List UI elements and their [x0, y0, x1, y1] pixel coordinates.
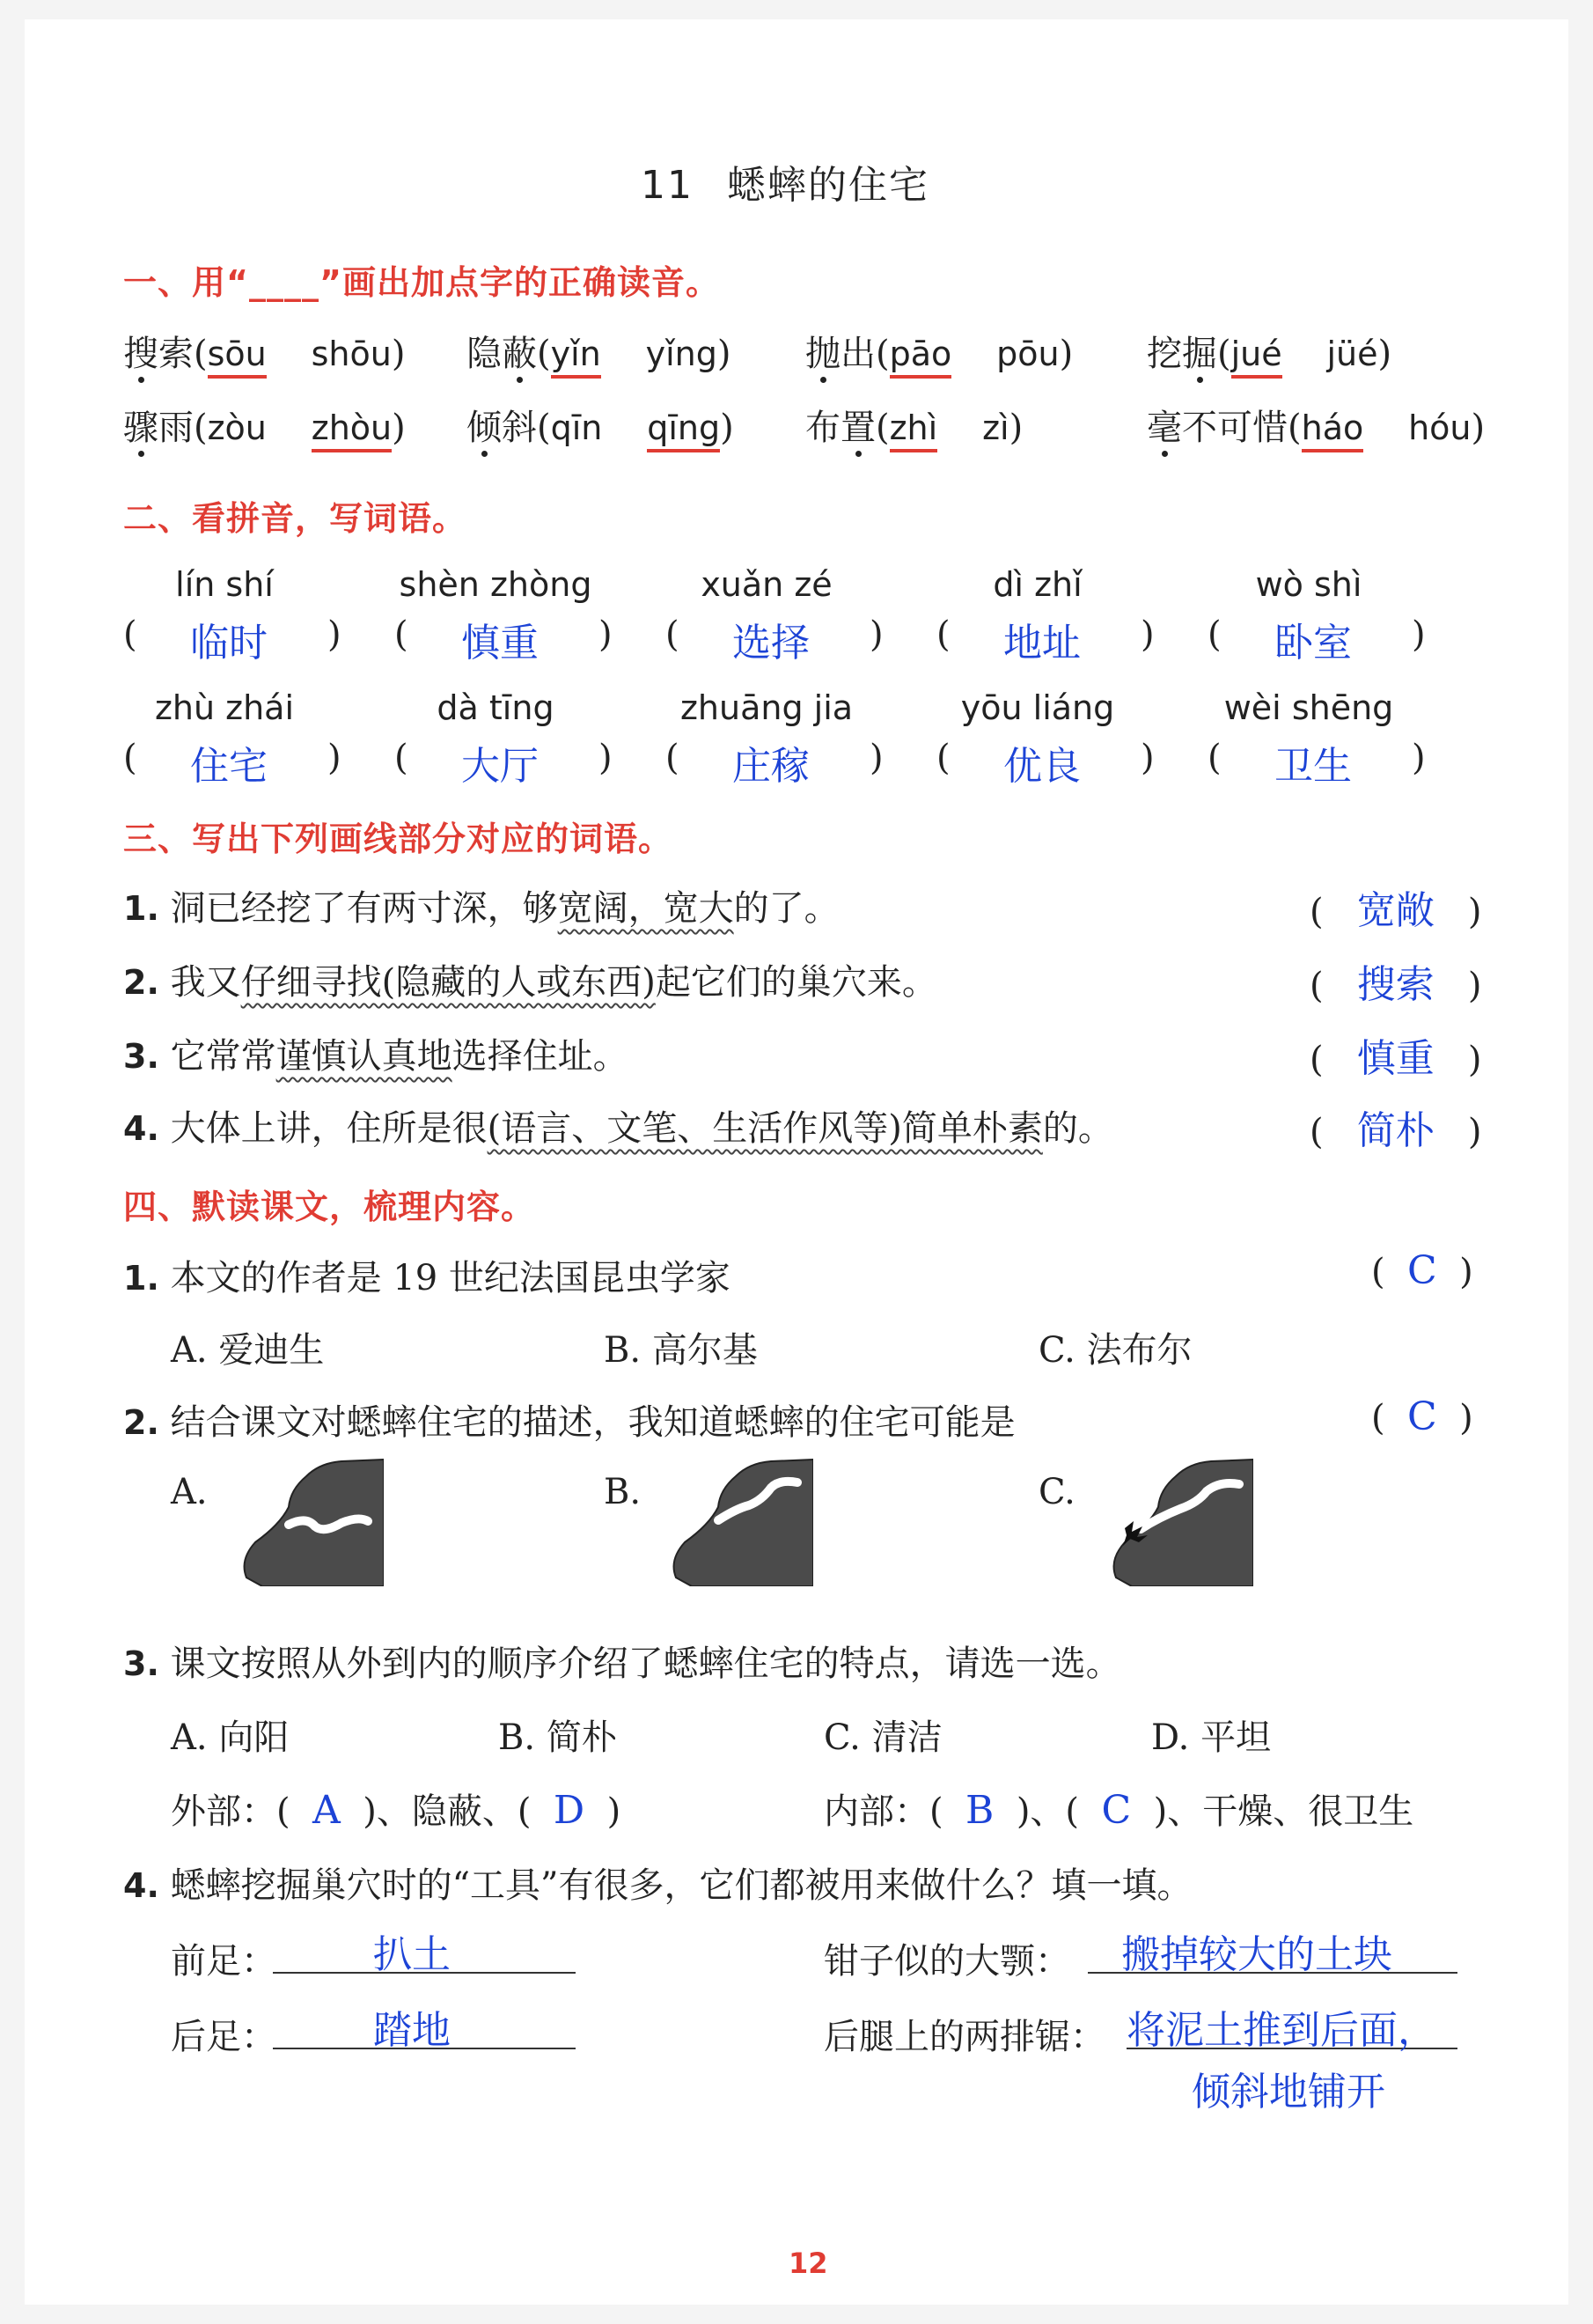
- answer-paren-right: ): [598, 614, 613, 655]
- jaw-label: 钳子似的大颚：: [824, 1941, 1070, 1982]
- s1-row-1: [123, 326, 1391, 376]
- answer-paren-right: ): [598, 738, 613, 778]
- lesson-title: [641, 153, 929, 210]
- s4-q3-option-d: D. 平坦: [1151, 1717, 1272, 1758]
- s3-item-number: 3.: [123, 1037, 159, 1076]
- s3-answer-text: 搜索: [1356, 962, 1435, 1007]
- saw-label: 后腿上的两排锯：: [824, 2017, 1105, 2057]
- pinyin-answer: 庄稼: [732, 744, 810, 789]
- s1-item: 毫不可惜(háo hóu): [1147, 400, 1485, 450]
- s3-answer: ( 宽敞 ): [1310, 888, 1482, 933]
- s3-item-text: 大体上讲，住所是很: [170, 1108, 488, 1149]
- s4-q1-option-a: A. 爱迪生: [171, 1330, 325, 1371]
- pinyin-text: yōu liáng: [960, 688, 1115, 727]
- section-4-heading: 四、默读课文，梳理内容。: [123, 1188, 536, 1226]
- s3-underlined-phrase: 仔细寻找(隐藏的人或东西): [240, 962, 656, 1003]
- s3-item-text: 它常常: [170, 1036, 276, 1077]
- s3-item-text-end: 选择住址。: [451, 1036, 628, 1077]
- pinyin-answer: 慎重: [461, 621, 539, 666]
- pinyin-text: shèn zhòng: [399, 565, 592, 604]
- lesson-name: 蟋蟀的住宅: [727, 163, 929, 208]
- pinyin-text: zhù zhái: [154, 688, 295, 727]
- s4-q1-option-c: C. 法布尔: [1039, 1330, 1193, 1371]
- answer-paren-left: (: [1208, 614, 1222, 655]
- pinyin-text: lín shí: [175, 565, 274, 604]
- answer-paren-left: (: [665, 738, 679, 778]
- s4-q1-option-b: B. 高尔基: [604, 1330, 758, 1371]
- s1-item: 骤雨(zòu zhòu): [123, 400, 466, 450]
- s1-item: 挖掘(jué jüé): [1147, 326, 1391, 376]
- s3-item: [123, 880, 840, 930]
- answer-paren-left: (: [123, 738, 137, 778]
- s3-item: [123, 1100, 1113, 1151]
- s4-q2-option-a: A.: [171, 1472, 208, 1512]
- s4-q2-answer: ( C ): [1371, 1394, 1473, 1439]
- burrow-image-b: [665, 1454, 813, 1586]
- pinyin-answer: 住宅: [190, 744, 268, 789]
- s4-q3-option-c: C. 清洁: [824, 1717, 943, 1758]
- pinyin-answer: 卫生: [1274, 744, 1352, 789]
- s3-item-number: 2.: [123, 963, 159, 1002]
- s3-underlined-phrase: 谨慎认真地: [275, 1036, 452, 1077]
- s3-item: [123, 1028, 628, 1078]
- answer-paren-right: ): [1141, 614, 1155, 655]
- s4-q2-option-c: C.: [1039, 1472, 1075, 1512]
- answer-paren-left: (: [394, 614, 408, 655]
- answer-paren-right: ): [327, 738, 341, 778]
- pinyin-answer: 临时: [190, 621, 268, 666]
- jaw-answer: 搬掉较大的土块: [1121, 1932, 1392, 1977]
- s4-q3: 3. 课文按照从外到内的顺序介绍了蟋蟀住宅的特点，请选一选。: [123, 1644, 1121, 1684]
- pinyin-answer: 卧室: [1274, 621, 1352, 666]
- pinyin-text: wèi shēng: [1223, 688, 1394, 727]
- s4-q2-option-b: B.: [604, 1472, 642, 1512]
- s1-item: 倾斜(qīn qīng): [466, 400, 805, 450]
- answer-paren-right: ): [870, 614, 884, 655]
- lesson-number: 11: [641, 163, 694, 208]
- s3-answer: ( 慎重 ): [1310, 1036, 1482, 1081]
- s3-underlined-phrase: 宽阔，宽大: [557, 888, 734, 929]
- section-3-heading: 三、写出下列画线部分对应的词语。: [123, 820, 673, 858]
- s4-q2: 2. 结合课文对蟋蟀住宅的描述，我知道蟋蟀的住宅可能是: [123, 1402, 1016, 1443]
- pinyin-answer: 选择: [732, 621, 810, 666]
- s4-q1: 1. 本文的作者是 19 世纪法国昆虫学家: [123, 1258, 730, 1298]
- answer-paren-right: ): [1412, 738, 1426, 778]
- s4-q3-inner: 内部：( B )、( C )、干燥、很卫生: [824, 1788, 1414, 1833]
- s1-item: 抛出(pāo pōu): [805, 326, 1147, 376]
- pinyin-text: xuǎn zé: [701, 565, 833, 604]
- s4-q3-option-b: B. 简朴: [498, 1717, 617, 1758]
- s1-item: 隐蔽(yǐn yǐng): [466, 326, 805, 376]
- answer-paren-left: (: [936, 614, 951, 655]
- s3-answer: ( 搜索 ): [1310, 962, 1482, 1007]
- burrow-image-a: [236, 1454, 384, 1586]
- s3-item-number: 1.: [123, 889, 159, 928]
- pinyin-answer: 大厅: [461, 744, 539, 789]
- burrow-image-c: [1105, 1454, 1253, 1586]
- s3-item-text-end: 的。: [1042, 1108, 1113, 1149]
- answer-paren-left: (: [1208, 738, 1222, 778]
- answer-paren-left: (: [665, 614, 679, 655]
- s3-item-number: 4.: [123, 1109, 159, 1148]
- pinyin-answer: 地址: [1003, 621, 1081, 666]
- s4-q4: 4. 蟋蟀挖掘巢穴时的“工具”有很多，它们都被用来做什么？填一填。: [123, 1865, 1193, 1906]
- s3-underlined-phrase: (语言、文笔、生活作风等)简单朴素: [487, 1108, 1043, 1149]
- s3-answer-text: 简朴: [1356, 1108, 1435, 1153]
- s4-q1-answer: ( C ): [1371, 1248, 1473, 1293]
- hind-legs-answer: 踏地: [373, 2008, 451, 2053]
- answer-paren-right: ): [327, 614, 341, 655]
- s3-answer-text: 宽敞: [1356, 888, 1435, 933]
- s1-item: 布置(zhì zì): [805, 400, 1147, 450]
- s1-row-2: [123, 400, 1485, 450]
- s3-answer: ( 简朴 ): [1310, 1108, 1482, 1153]
- s1-item: 搜索(sōu shōu): [123, 326, 466, 376]
- worksheet-page: [25, 19, 1568, 2305]
- s3-item-text-end: 的了。: [733, 888, 840, 929]
- pinyin-answer: 优良: [1003, 744, 1081, 789]
- front-legs-label: 前足：: [171, 1941, 276, 1982]
- s4-q3-outer: 外部：( A )、隐蔽、( D ): [171, 1788, 621, 1833]
- section-2-heading: 二、看拼音，写词语。: [123, 499, 467, 538]
- s3-item-text: 洞已经挖了有两寸深，够: [170, 888, 558, 929]
- s3-item: [123, 954, 937, 1004]
- answer-paren-left: (: [394, 738, 408, 778]
- answer-paren-right: ): [1412, 614, 1426, 655]
- pinyin-text: dà tīng: [437, 688, 554, 727]
- front-legs-answer: 扒土: [373, 1932, 451, 1977]
- answer-paren-right: ): [870, 738, 884, 778]
- saw-answer-line-2: 倾斜地铺开: [1192, 2070, 1385, 2114]
- answer-paren-right: ): [1141, 738, 1155, 778]
- answer-paren-left: (: [123, 614, 137, 655]
- page-number: 12: [789, 2247, 828, 2280]
- s3-item-text-end: 起它们的巢穴来。: [655, 962, 937, 1003]
- s4-q3-option-a: A. 向阳: [171, 1717, 290, 1758]
- s3-item-text: 我又: [170, 962, 241, 1003]
- pinyin-text: wò shì: [1255, 565, 1362, 604]
- hind-legs-label: 后足：: [171, 2017, 276, 2057]
- s3-answer-text: 慎重: [1356, 1036, 1435, 1081]
- pinyin-text: dì zhǐ: [993, 565, 1083, 604]
- answer-paren-left: (: [936, 738, 951, 778]
- pinyin-text: zhuāng jia: [679, 688, 854, 727]
- saw-answer-line-1: 将泥土推到后面，: [1127, 2008, 1436, 2053]
- section-1-heading: 一、用“____”画出加点字的正确读音。: [123, 263, 720, 302]
